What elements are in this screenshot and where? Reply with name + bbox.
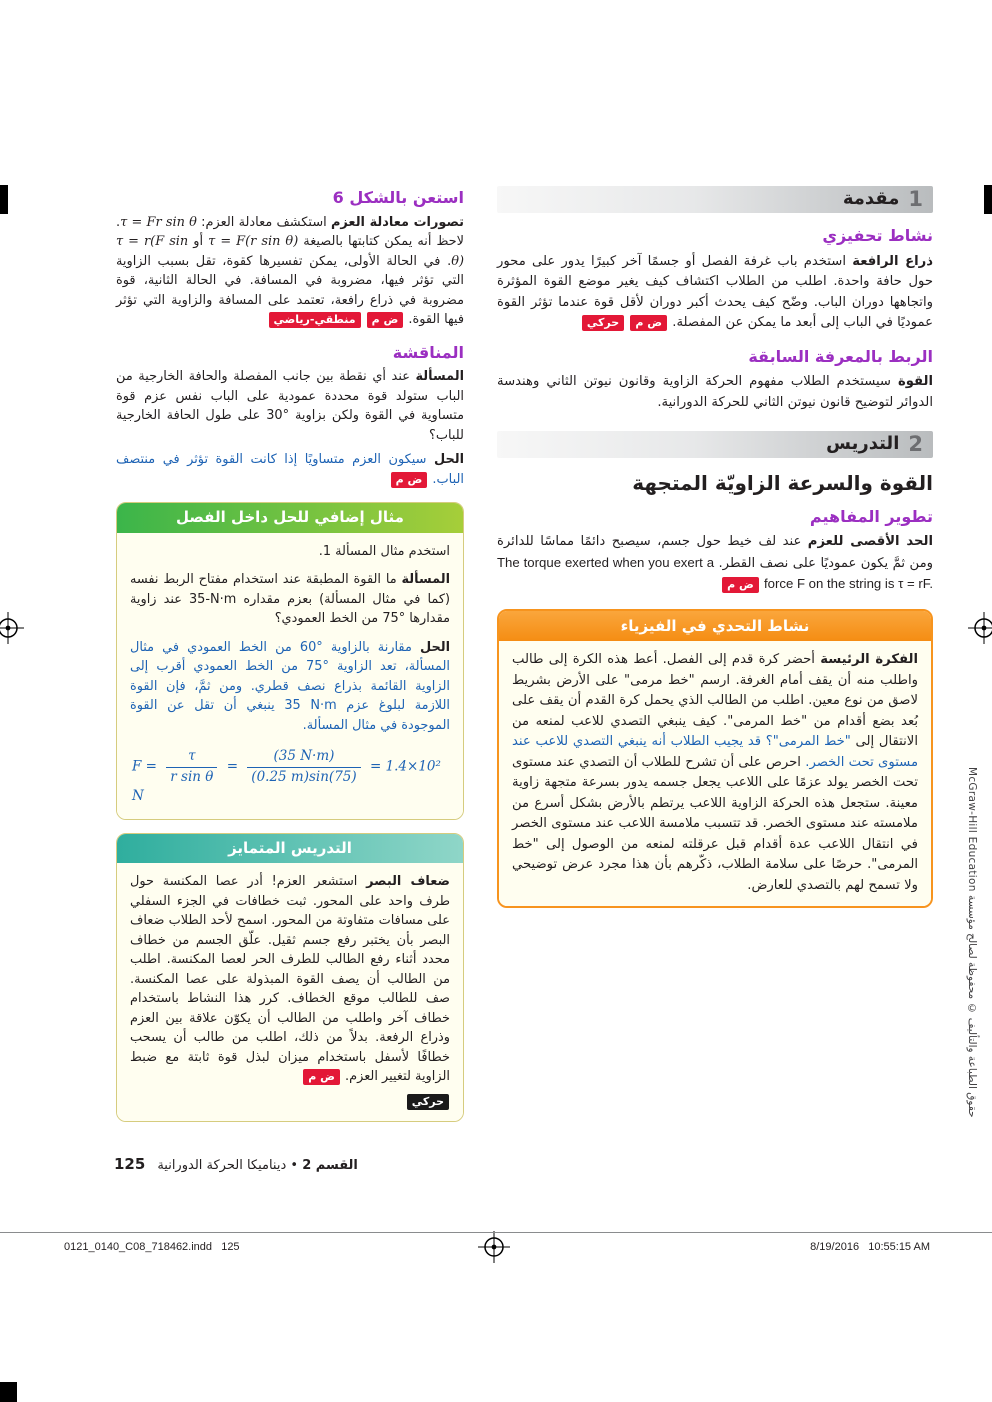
left-column <box>116 186 464 1122</box>
inline-badge: ض م <box>630 315 667 331</box>
example-problem-paragraph: المسألة ما القوة المطبقة عند استخدام مفتاح الربط نفسه (كما في مثال المسألة) بعزم مقداره 35-N·m عند زاوية مقدارها 75° من الخط العمودي؟ <box>130 572 450 626</box>
discussion-problem-paragraph: المسألة عند أي نقطة بين جانب المفصلة والحافة الخارجية من الباب ستولد قوة محددة عمودية على الباب نفس عزم قوة متساوية في القوة ولكن بزاوية 30° على طول الحافة الخارجية للباب؟ <box>116 369 465 443</box>
inline-badge: منطقي-رياضي <box>269 312 361 328</box>
differentiated-instruction-paragraph: ضعاف البصر استشعر العزم! أدر عصا المكنسة حول طرف واحد على المحور. ثبت خطافات في الجزء السفلي على مسافات متفاوتة من المحور. اسمح لأحد الطلاب ضعاف البصر بأن يختبر رفع جسم ثقيل. علّق الجسم من خطاف محدد أثناء رفع الطالب للطرف الحر لعصا المكنسة. اطلب من الطالب أن يصف القوة المبذولة على عصا المكنسة. صف للطالب موقع الخطاف. كرر هذا النشاط باستخدام خطاف آخر واطلب من الطالب أن يكوّن علاقة بين العزم وذراع الرفعة. بدلاً من ذلك، اطلب من طالب أن يسحب خطافًا لأسفل باستخدام ميزان لبذل قوة ثابتة مع ضبط الزاوية لتغيير العزم. ض م <box>130 874 450 1084</box>
inline-badge: ض م <box>303 1069 340 1085</box>
inline-badge: ض م <box>722 577 759 593</box>
torque-visualization-paragraph: تصورات معادلة العزم استكشف معادلة العزم: τ = Fr sin θ. لاحظ أنه يمكن كتابتها بالصيغة τ = F(r sin θ) أو τ = r(F sin θ). في الحالة الأولى، يمكن تفسيرها كقوة، تقل بسبب الزاوية التي تؤثر فيها، مضروبة في المسافة. في الحالة الثانية، قوة مضروبة في ذراع رافعة، تعتمد على المسافة والزاوية التي تؤثر فيها القوة. ض م منطقي-رياضي <box>116 214 465 327</box>
concept-development-heading: تطوير المفاهيم <box>809 506 933 526</box>
crop-mark-corner <box>0 1382 17 1402</box>
inline-badge: ض م <box>391 472 428 488</box>
page-footer <box>114 1155 358 1173</box>
prior-knowledge-heading: الربط بالمعرفة السابقة <box>748 346 933 366</box>
motivational-activity-heading: نشاط تحفيزي <box>822 226 933 245</box>
physics-challenge-title: نشاط التحدي في الفيزياء <box>499 611 931 642</box>
page-number: 125 <box>114 1155 146 1173</box>
physics-challenge-box <box>497 609 933 909</box>
motivational-activity-paragraph: ذراع الرافعة استخدم باب غرفة الفصل أو جسمًا آخر كبيرًا يدور على محور حول حافة واحدة. اطلب من الطلاب اكتشاف كيف يغير موضع القوة المؤثرة واتجاهها دوران الباب. وضّح كيف يحدث أكبر دوران لأقل قوة عندما تؤثر القوة عموديًا في الباب إلى أبعد ما يمكن عن المفصلة. ض م حركي <box>497 253 933 330</box>
section-2-number: 2 <box>908 432 923 456</box>
lesson-main-heading: القوة والسرعة الزاويّة المتجهة <box>632 471 933 495</box>
registration-mark-right-icon <box>968 612 992 644</box>
example-intro-paragraph: استخدم مثال المسألة 1. <box>318 543 450 559</box>
print-filename: 0121_0140_C08_718462.indd 125 <box>64 1241 240 1253</box>
in-class-example-box <box>116 502 464 820</box>
section-2-header <box>497 431 933 458</box>
formula-fraction-1: $\frac{\tau}{\text{r sin θ}}$ <box>166 747 217 787</box>
right-column <box>497 186 933 908</box>
formula-result: = 1.4×10² N <box>132 758 441 804</box>
discussion-solution-paragraph: الحل سيكون العزم متساويًا إذا كانت القوة تؤثر في منتصف الباب. ض م <box>116 452 464 487</box>
formula-eq2: = <box>226 758 238 775</box>
formula-fraction-2: $\frac{(35 N\cdot m)}{(0.25 m)\sin(75)}$ <box>247 747 360 787</box>
physics-challenge-body <box>499 641 931 906</box>
registration-mark-left-icon <box>0 612 24 644</box>
section-1-title: مقدمة <box>842 188 900 210</box>
concept-development-paragraph: الحد الأقصى للعزم عند لف خيط حول جسم، سيصبح دائمًا مماسًا للدائرة ومن ثمَّ يكون عموديًا على نصف القطر. The torque exerted when you exert a force F on the string is τ = rF. ض م <box>497 534 934 591</box>
crop-mark-left <box>0 185 8 214</box>
formula-lhs: F <box>132 758 142 775</box>
in-class-example-body <box>117 533 463 819</box>
physics-challenge-paragraph: الفكرة الرئيسة أحضر كرة قدم إلى الفصل. أعط هذه الكرة إلى طالب واطلب منه أن يقف أمام الغرفة. ارسم "خط مرمى" على الأرض بشريط لاصق من نوع معين. اطلب من الطالب الذي يحمل كرة القدم أن يقف على بُعد بضع أقدام من "خط المرمى". كيف ينبغي التصدي للاعب لمنعه من الانتقال إلى "خط المرمى"؟ قد يجيب الطلاب أنه ينبغي التصدي للاعب عند مستوى تحت الخصر. احرص على أن تشرح للطلاب أن التصدي عند مستوى تحت الخصر يولد عزمًا على اللاعب يجعل جسمه يدور بسرعة متجهة زاوية معينة. ستجعل هذه الحركة الزاوية اللاعب يرتطم بالأرض بشكل أسرع من ملامسته عند مستوى الخصر. قد تتسبب ملامسة اللاعب عند مستوى الخصر في انتقال اللاعب عدة أقدام قبل عرقلته لمنعه من الوصول إلى "خط المرمى". حرصًا على سلامة الطلاب، ذكّرهم بأن هذا مجرد عرض توضيحي ولا تسمح لهم بالتصدي للعارض. <box>512 652 919 893</box>
section-2-title: التدريس <box>826 433 900 455</box>
bottom-rule <box>0 1232 992 1233</box>
section-1-number: 1 <box>908 187 923 211</box>
section-1-header <box>497 186 933 213</box>
force-formula <box>132 747 448 807</box>
use-figure-heading: استعن بالشكل 6 <box>332 188 464 207</box>
prior-knowledge-paragraph: القوة سيستخدم الطلاب مفهوم الحركة الزاوية وقانون نيوتن الثاني وهندسة الدوائر لتوضيح قانون نيوتن الثاني للحركة الدورانية. <box>497 374 933 410</box>
crop-mark-right <box>984 185 992 214</box>
in-class-example-title: مثال إضافي للحل داخل الفصل <box>117 503 463 533</box>
copyright-sidebar: حقوق الطباعة والتأليف © محفوظة لصالح مؤسسة McGraw-Hill Education <box>966 767 978 1118</box>
kinesthetic-badge: حركي <box>407 1094 449 1110</box>
differentiated-instruction-box <box>116 833 464 1123</box>
differentiated-instruction-body <box>117 863 463 1121</box>
formula-eq1: = <box>145 758 157 775</box>
registration-mark-bottom-icon <box>478 1231 510 1263</box>
print-timestamp: 8/19/2016 10:55:15 AM <box>810 1241 930 1253</box>
example-solution-paragraph: الحل مقارنة بالزاوية 60° من الخط العمودي في مثال المسألة، تعد الزاوية 75° من الخط العمودي أقرب إلى الزاوية القائمة بذراع نصف قطري. ومن ثمَّ، فإن القوة اللازمة لبلوغ عزم 35 N·m ينبغي أن تقل عن القوة الموجودة في مثال المسألة. <box>130 639 451 733</box>
inline-badge: ض م <box>367 312 404 328</box>
differentiated-instruction-title: التدريس المتمايز <box>117 834 463 864</box>
inline-badge: حركي <box>582 315 624 331</box>
discussion-heading: المناقشة <box>392 342 464 362</box>
footer-section-label: القسم 2 • ديناميكا الحركة الدورانية <box>157 1158 358 1173</box>
